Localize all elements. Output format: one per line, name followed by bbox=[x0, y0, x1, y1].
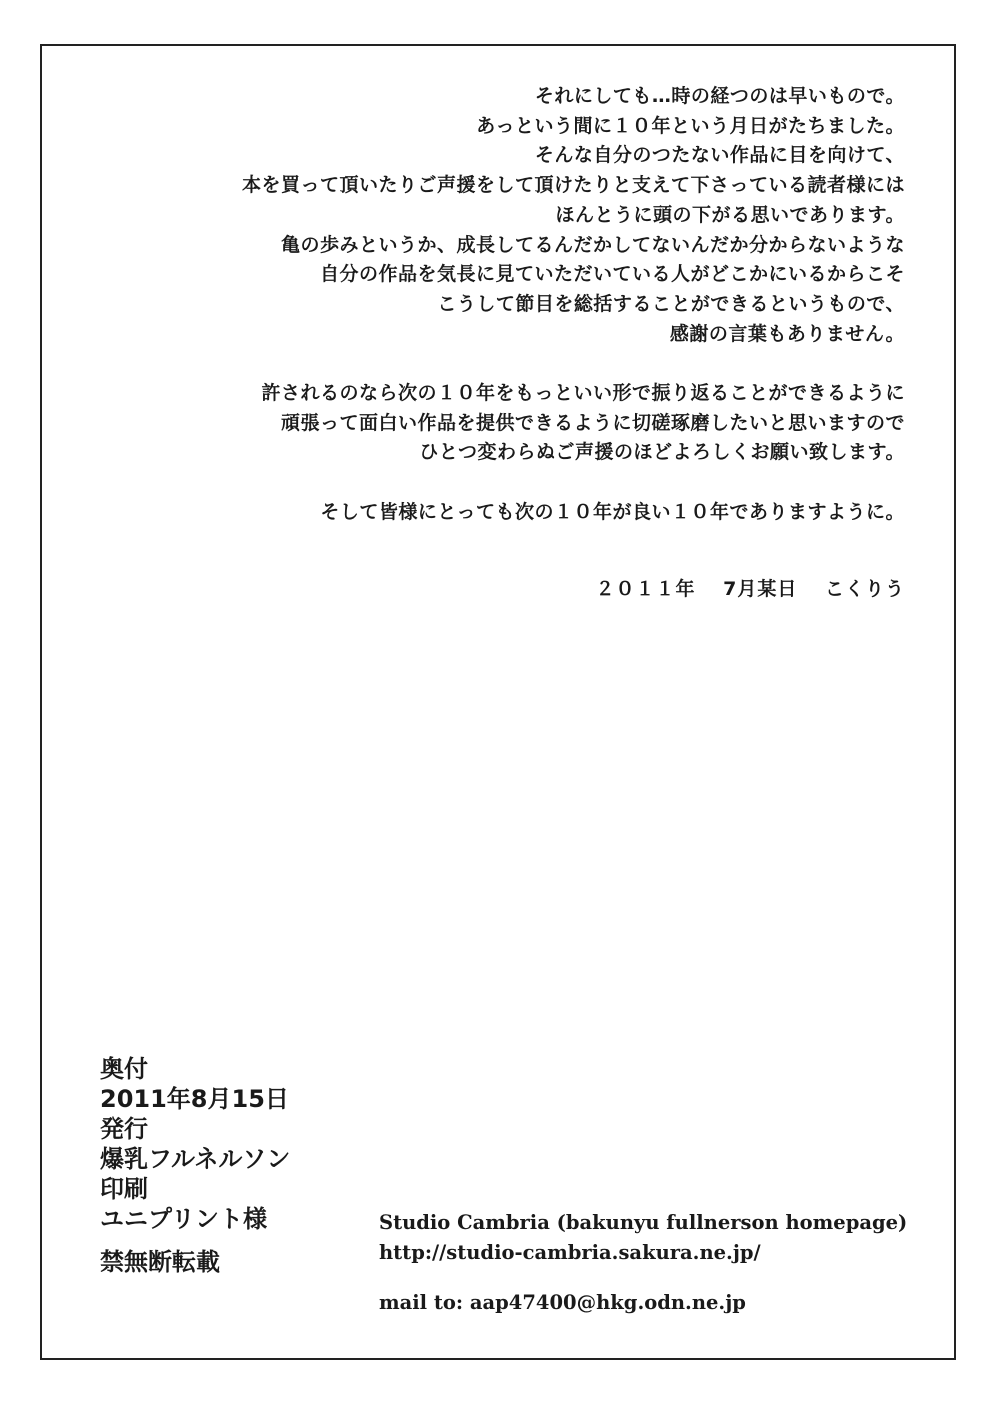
afterword-line: 自分の作品を気長に見ていただいている人がどこかにいるからこそ bbox=[319, 263, 905, 286]
colophon-notice: 禁無断転載 bbox=[100, 1248, 220, 1276]
afterword-text bbox=[145, 82, 905, 528]
colophon-heading: 奥付 bbox=[100, 1055, 148, 1083]
afterword-line: それにしても…時の経つのは早いもので。 bbox=[534, 85, 905, 107]
afterword-line: 頑張って面白い作品を提供できるように切磋琢磨したいと思いますので bbox=[280, 411, 905, 434]
afterword-line: こうして節目を総括することができるというもので、 bbox=[437, 292, 905, 315]
afterword-line: ひとつ変わらぬご声援のほどよろしくお願い致します。 bbox=[419, 441, 905, 464]
afterword-line: そんな自分のつたない作品に目を向けて、 bbox=[534, 144, 905, 167]
colophon-publisher-label: 発行 bbox=[100, 1115, 148, 1143]
paragraph-gap bbox=[145, 349, 905, 379]
afterword-line: 許されるのなら次の１０年をもっといい形で振り返ることができるように bbox=[261, 382, 905, 405]
afterword-line: 亀の歩みというか、成長してるんだかしてないんだか分からないような bbox=[280, 233, 905, 256]
colophon-printer: ユニプリント様 bbox=[100, 1205, 268, 1233]
colophon-issue-date: 2011年8月15日 bbox=[100, 1085, 289, 1113]
studio-name: Studio Cambria (bakunyu fullnerson homepage) bbox=[379, 1211, 908, 1234]
colophon-block bbox=[100, 1054, 290, 1277]
colophon-publisher: 爆乳フルネルソン bbox=[100, 1145, 291, 1173]
afterword-line: ほんとうに頭の下がる思いであります。 bbox=[555, 203, 905, 226]
signature-date: 7月某日 bbox=[723, 578, 798, 600]
paragraph-gap bbox=[145, 468, 905, 498]
colophon-printer-label: 印刷 bbox=[100, 1175, 148, 1203]
afterword-line: そして皆様にとっても次の１０年が良い１０年でありますように。 bbox=[320, 500, 905, 523]
afterword-line: 感謝の言葉もありません。 bbox=[669, 322, 905, 345]
studio-mail: mail to: aap47400@hkg.odn.ne.jp bbox=[379, 1291, 746, 1314]
studio-info bbox=[379, 1208, 907, 1318]
afterword-line: あっという間に１０年という月日がたちました。 bbox=[476, 114, 905, 137]
signature-year: ２０１１年 bbox=[595, 578, 696, 600]
afterword-line: 本を買って頂いたりご声援をして頂けたりと支えて下さっている読者様には bbox=[241, 174, 905, 197]
signature-line bbox=[595, 574, 905, 601]
studio-url: http://studio-cambria.sakura.ne.jp/ bbox=[379, 1241, 761, 1264]
signature-author: こくりう bbox=[824, 578, 905, 600]
